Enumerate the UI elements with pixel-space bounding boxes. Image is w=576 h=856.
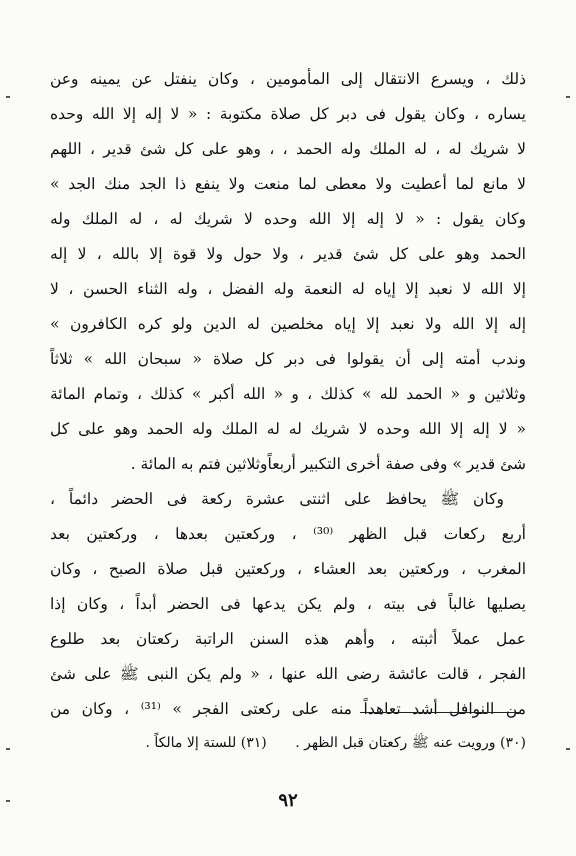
text-line: وثلاثين و « الحمد لله » كذلك ، و « الله أكبر » كذلك ، وتمام المائة xyxy=(50,385,526,403)
text-line: من النوافل أشد تعاهداً منه على ركعتى الفجر » ⁽³¹⁾ ، وكان من xyxy=(50,700,526,718)
page-number: ٩٢ xyxy=(278,790,298,811)
text-line: وكان يقول : « لا إله إلا الله وحده لا شريك له ، له الملك وله xyxy=(50,210,526,228)
scan-mark xyxy=(6,800,10,802)
text-line: وكان ﷺ يحافظ على اثنتى عشرة ركعة فى الحضر دائماً ، xyxy=(50,490,504,508)
scan-mark xyxy=(566,748,570,750)
footnote-31: (٣١) للستة إلا مالكاً . xyxy=(145,735,267,751)
scan-mark xyxy=(6,96,10,98)
text-line: إلا الله لا نعبد إلا إياه له النعمة وله الفضل ، وله الثناء الحسن ، لا xyxy=(50,280,526,298)
text-line: المغرب ، وركعتين بعد العشاء ، وركعتين قبل صلاة الصبح ، وكان xyxy=(50,560,526,578)
text-line: الفجر ، قالت عائشة رضى الله عنها ، « ولم يكن النبى ﷺ على شئ xyxy=(50,665,526,683)
text-line: إله إلا الله ولا نعبد إلا إياه مخلصين له الدين ولو كره الكافرون » xyxy=(50,315,526,333)
text-line: يصليها غالباً فى بيته ، ولم يكن يدعها فى الحضر أبداً ، وكان إذا xyxy=(50,595,526,613)
text-line: لا شريك له ، له الملك وله الحمد ، ، وهو على كل شئ قدير ، اللهم xyxy=(50,140,526,158)
text-line: ذلك ، ويسرع الانتقال إلى المأمومين ، وكان ينفتل عن يمينه وعن xyxy=(50,70,526,88)
scan-mark xyxy=(566,96,570,98)
footnote-30: (٣٠) ورويت عنه ﷺ ركعتان قبل الظهر . xyxy=(295,735,526,751)
text-line: لا مانع لما أعطيت ولا معطى لما منعت ولا ينفع ذا الجد منك الجد » xyxy=(50,175,526,193)
text-line: الحمد وهو على كل شئ قدير ، ولا حول ولا قوة إلا بالله ، لا إله xyxy=(50,245,526,263)
text-line: وندب أمته إلى أن يقولوا فى دبر كل صلاة « سبحان الله » ثلاثاً xyxy=(50,350,526,368)
text-line: أربع ركعات قبل الظهر ⁽³⁰⁾ ، وركعتين بعدها ، وركعتين بعد xyxy=(50,525,526,543)
text-line: عمل عملاً أثبته ، وأهم هذه السنن الراتبة ركعتان بعد طلوع xyxy=(50,630,526,648)
footnote-divider xyxy=(360,712,520,713)
footnotes xyxy=(50,728,526,758)
text-line: شئ قدير » وفى صفة أخرى التكبير أربعاًوثلاثين فتم به المائة . xyxy=(130,455,526,473)
main-text xyxy=(50,62,526,727)
text-line: يساره ، وكان يقول فى دبر كل صلاة مكتوبة : « لا إله إلا الله وحده xyxy=(50,105,526,123)
text-line: « لا إله إلا الله وحده لا شريك له له الملك وله الحمد وهو على كل xyxy=(50,420,526,438)
scan-mark xyxy=(6,748,10,750)
